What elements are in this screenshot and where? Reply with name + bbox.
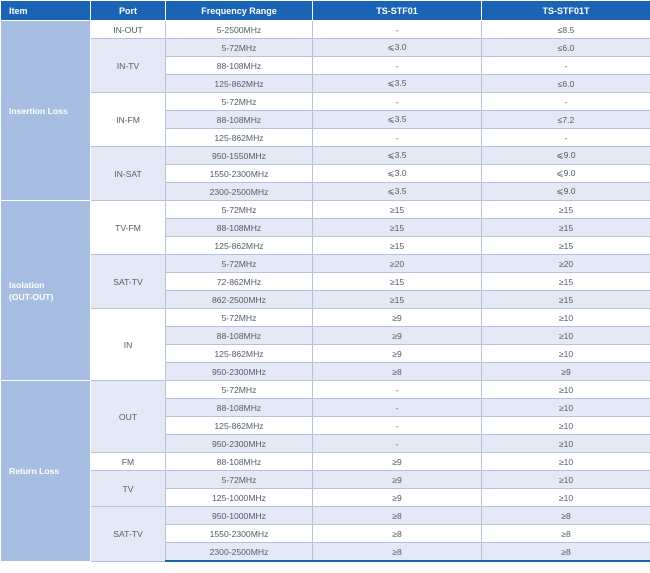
frequency-cell: 1550-2300MHz — [166, 165, 313, 183]
ts-stf01t-cell: ≥10 — [482, 345, 650, 363]
frequency-cell: 88-108MHz — [166, 399, 313, 417]
ts-stf01-cell: - — [313, 435, 482, 453]
ts-stf01t-cell: - — [482, 129, 650, 147]
ts-stf01-cell: - — [313, 21, 482, 39]
ts-stf01t-cell: ≥10 — [482, 327, 650, 345]
ts-stf01t-cell: ≥10 — [482, 453, 650, 471]
header-frequency-range: Frequency Range — [166, 1, 313, 21]
ts-stf01-cell: ≥15 — [313, 219, 482, 237]
frequency-cell: 950-1000MHz — [166, 507, 313, 525]
ts-stf01-cell: ⩽3.5 — [313, 75, 482, 93]
port-cell: IN-OUT — [91, 21, 166, 39]
ts-stf01t-cell: ≥15 — [482, 219, 650, 237]
item-cell: Insertion Loss — [1, 21, 91, 201]
table-row — [1, 21, 650, 39]
frequency-cell: 125-862MHz — [166, 129, 313, 147]
ts-stf01-cell: ≥8 — [313, 507, 482, 525]
table-row — [1, 255, 650, 273]
frequency-cell: 88-108MHz — [166, 111, 313, 129]
table-row — [1, 309, 650, 327]
table-header — [1, 1, 650, 21]
item-cell: Return Loss — [1, 381, 91, 562]
ts-stf01-cell: ≥8 — [313, 363, 482, 381]
item-cell: Isolation (OUT-OUT) — [1, 201, 91, 381]
port-cell: TV-FM — [91, 201, 166, 255]
ts-stf01t-cell: ⩽9.0 — [482, 165, 650, 183]
frequency-cell: 125-862MHz — [166, 75, 313, 93]
ts-stf01t-cell: ≥10 — [482, 417, 650, 435]
header-row — [1, 1, 650, 21]
ts-stf01-cell: - — [313, 417, 482, 435]
frequency-cell: 5-72MHz — [166, 471, 313, 489]
frequency-cell: 88-108MHz — [166, 57, 313, 75]
ts-stf01t-cell: ≥15 — [482, 291, 650, 309]
ts-stf01-cell: ⩽3.0 — [313, 39, 482, 57]
ts-stf01-cell: ⩽3.5 — [313, 147, 482, 165]
frequency-cell: 88-108MHz — [166, 453, 313, 471]
ts-stf01t-cell: ≥20 — [482, 255, 650, 273]
ts-stf01t-cell: ≤6.0 — [482, 75, 650, 93]
ts-stf01t-cell: ≥15 — [482, 237, 650, 255]
ts-stf01t-cell: ⩽9.0 — [482, 183, 650, 201]
frequency-cell: 125-1000MHz — [166, 489, 313, 507]
ts-stf01t-cell: ≥15 — [482, 201, 650, 219]
ts-stf01-cell: ≥9 — [313, 453, 482, 471]
ts-stf01-cell: ⩽3.0 — [313, 165, 482, 183]
frequency-cell: 5-72MHz — [166, 309, 313, 327]
frequency-cell: 125-862MHz — [166, 417, 313, 435]
frequency-cell: 88-108MHz — [166, 219, 313, 237]
ts-stf01-cell: ⩽3.5 — [313, 183, 482, 201]
port-cell: FM — [91, 453, 166, 471]
ts-stf01t-cell: ≥8 — [482, 507, 650, 525]
table-body — [1, 21, 650, 562]
header-item: Item — [1, 1, 91, 21]
ts-stf01-cell: - — [313, 93, 482, 111]
port-cell: SAT-TV — [91, 255, 166, 309]
ts-stf01t-cell: ≤6.0 — [482, 39, 650, 57]
frequency-cell: 5-72MHz — [166, 381, 313, 399]
table-row — [1, 201, 650, 219]
frequency-cell: 5-72MHz — [166, 39, 313, 57]
frequency-cell: 950-2300MHz — [166, 435, 313, 453]
table-row — [1, 453, 650, 471]
ts-stf01t-cell: ≥10 — [482, 435, 650, 453]
header-port: Port — [91, 1, 166, 21]
ts-stf01-cell: ≥9 — [313, 327, 482, 345]
frequency-cell: 1550-2300MHz — [166, 525, 313, 543]
ts-stf01t-cell: ≥15 — [482, 273, 650, 291]
frequency-cell: 862-2500MHz — [166, 291, 313, 309]
ts-stf01t-cell: ≥10 — [482, 309, 650, 327]
port-cell: IN-FM — [91, 93, 166, 147]
ts-stf01-cell: ≥8 — [313, 543, 482, 562]
frequency-cell: 88-108MHz — [166, 327, 313, 345]
frequency-cell: 950-2300MHz — [166, 363, 313, 381]
ts-stf01t-cell: - — [482, 93, 650, 111]
ts-stf01t-cell: ≥8 — [482, 525, 650, 543]
header-ts-stf01t: TS-STF01T — [482, 1, 650, 21]
ts-stf01t-cell: ≤7.2 — [482, 111, 650, 129]
ts-stf01-cell: ≥15 — [313, 201, 482, 219]
ts-stf01-cell: ≥15 — [313, 291, 482, 309]
table-row — [1, 147, 650, 165]
frequency-cell: 2300-2500MHz — [166, 543, 313, 562]
port-cell: TV — [91, 471, 166, 507]
ts-stf01t-cell: ≥8 — [482, 543, 650, 562]
ts-stf01-cell: ⩽3.5 — [313, 111, 482, 129]
ts-stf01-cell: ≥9 — [313, 489, 482, 507]
ts-stf01-cell: ≥9 — [313, 309, 482, 327]
frequency-cell: 950-1550MHz — [166, 147, 313, 165]
ts-stf01t-cell: ≥9 — [482, 363, 650, 381]
header-ts-stf01: TS-STF01 — [313, 1, 482, 21]
port-cell: IN — [91, 309, 166, 381]
ts-stf01t-cell: - — [482, 57, 650, 75]
frequency-cell: 5-72MHz — [166, 255, 313, 273]
ts-stf01-cell: ≥15 — [313, 273, 482, 291]
frequency-cell: 5-72MHz — [166, 201, 313, 219]
ts-stf01-cell: ≥9 — [313, 345, 482, 363]
table-row — [1, 93, 650, 111]
ts-stf01-cell: ≥9 — [313, 471, 482, 489]
frequency-cell: 125-862MHz — [166, 345, 313, 363]
frequency-cell: 125-862MHz — [166, 237, 313, 255]
frequency-cell: 5-72MHz — [166, 93, 313, 111]
port-cell: IN-SAT — [91, 147, 166, 201]
frequency-cell: 5-2500MHz — [166, 21, 313, 39]
ts-stf01-cell: ≥15 — [313, 237, 482, 255]
ts-stf01t-cell: ≤8.5 — [482, 21, 650, 39]
ts-stf01t-cell: ≥10 — [482, 381, 650, 399]
ts-stf01-cell: - — [313, 399, 482, 417]
port-cell: IN-TV — [91, 39, 166, 93]
ts-stf01-cell: - — [313, 381, 482, 399]
port-cell: OUT — [91, 381, 166, 453]
port-cell: SAT-TV — [91, 507, 166, 562]
ts-stf01-cell: - — [313, 129, 482, 147]
ts-stf01t-cell: ≥10 — [482, 489, 650, 507]
table-row — [1, 381, 650, 399]
table-row — [1, 471, 650, 489]
ts-stf01t-cell: ≥10 — [482, 471, 650, 489]
frequency-cell: 2300-2500MHz — [166, 183, 313, 201]
frequency-cell: 72-862MHz — [166, 273, 313, 291]
ts-stf01-cell: ≥8 — [313, 525, 482, 543]
table-row — [1, 39, 650, 57]
ts-stf01t-cell: ⩽9.0 — [482, 147, 650, 165]
ts-stf01t-cell: ≥10 — [482, 399, 650, 417]
ts-stf01-cell: - — [313, 57, 482, 75]
table-row — [1, 507, 650, 525]
ts-stf01-cell: ≥20 — [313, 255, 482, 273]
